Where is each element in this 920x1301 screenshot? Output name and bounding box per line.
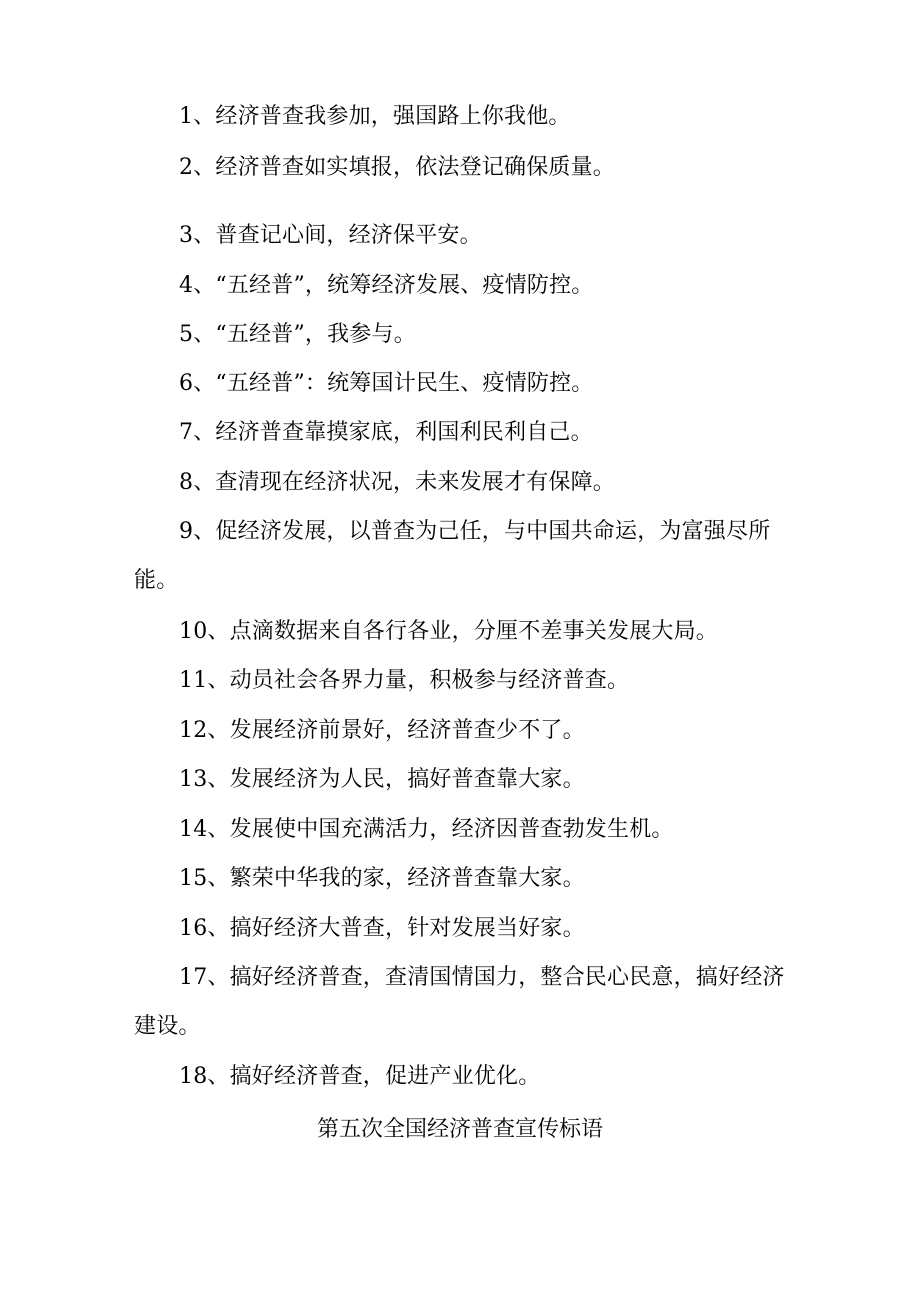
- slogan-item-17: 17、搞好经济普查，查清国情国力，整合民心民意，搞好经济建设。: [134, 965, 785, 1039]
- slogan-item-11: 11、动员社会各界力量，积极参与经济普查。: [179, 668, 630, 693]
- section-title: 第五次全国经济普查宣传标语: [316, 1117, 603, 1142]
- slogan-item-18: 18、搞好经济普查，促进产业优化。: [179, 1064, 541, 1089]
- slogan-item-10: 10、点滴数据来自各行各业，分厘不差事关发展大局。: [179, 619, 718, 644]
- slogan-item-9: 9、促经济发展，以普查为己任，与中国共命运，为富强尽所能。: [134, 519, 771, 593]
- slogan-item-12: 12、发展经济前景好，经济普查少不了。: [179, 718, 585, 743]
- slogan-item-7: 7、经济普查靠摸家底，利国利民利自己。: [179, 420, 593, 445]
- slogan-item-13: 13、发展经济为人民，搞好普查靠大家。: [179, 767, 585, 792]
- slogan-item-5: 5、“五经普”，我参与。: [179, 322, 416, 347]
- slogan-item-2: 2、经济普查如实填报，依法登记确保质量。: [179, 155, 615, 180]
- slogan-item-1: 1、经济普查我参加，强国路上你我他。: [179, 104, 571, 129]
- slogan-item-6: 6、“五经普”：统筹国计民生、疫情防控。: [179, 371, 594, 396]
- slogan-item-16: 16、搞好经济大普查，针对发展当好家。: [179, 916, 585, 941]
- slogan-item-4: 4、“五经普”，统筹经济发展、疫情防控。: [179, 273, 594, 298]
- slogan-item-8: 8、查清现在经济状况，未来发展才有保障。: [179, 470, 615, 495]
- slogan-item-3: 3、普查记心间，经济保平安。: [179, 223, 482, 248]
- slogan-item-14: 14、发展使中国充满活力，经济因普查勃发生机。: [179, 817, 674, 842]
- slogan-item-15: 15、繁荣中华我的家，经济普查靠大家。: [179, 866, 585, 891]
